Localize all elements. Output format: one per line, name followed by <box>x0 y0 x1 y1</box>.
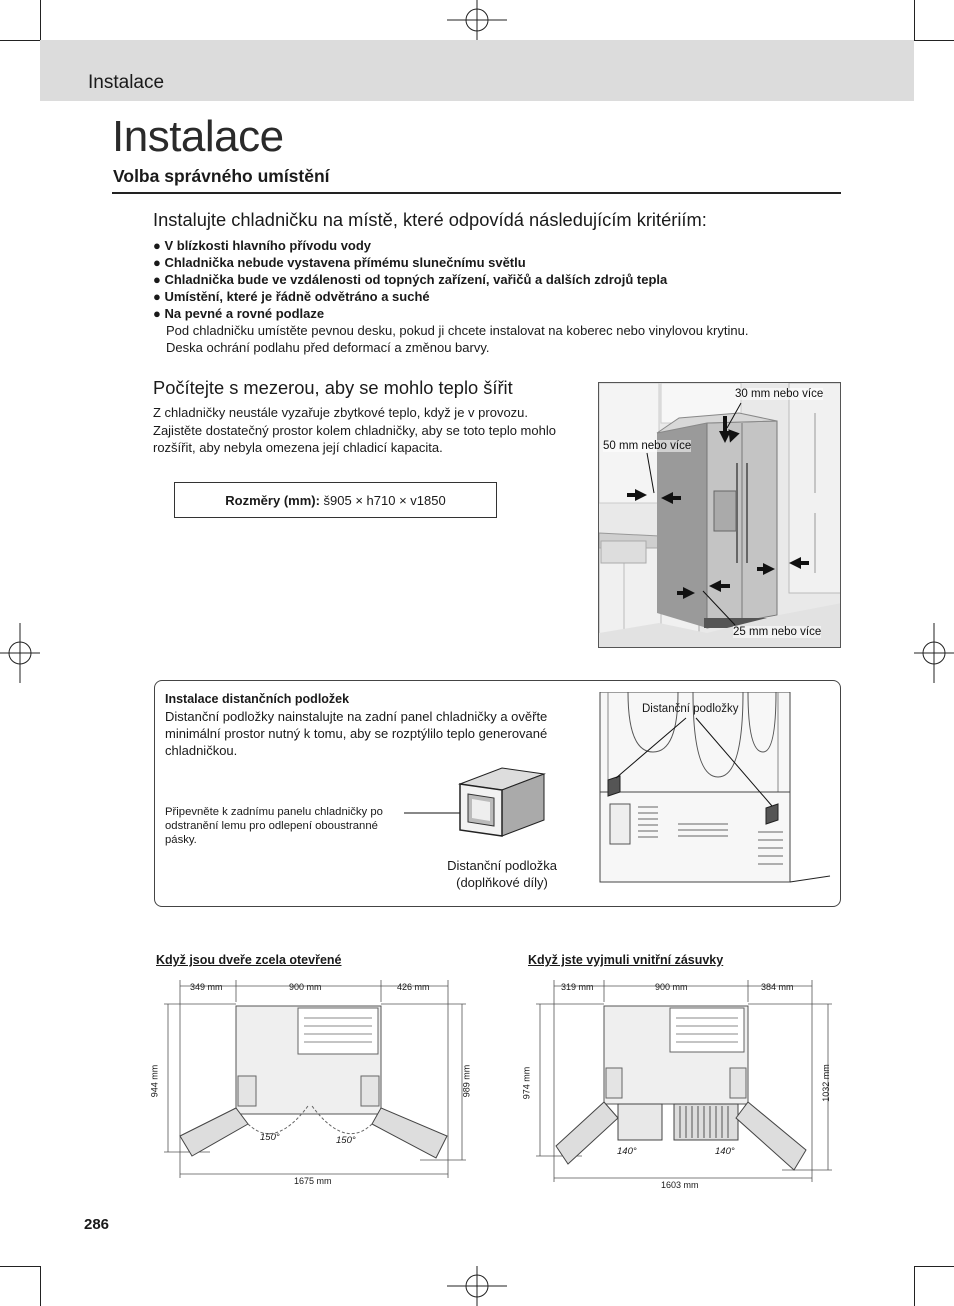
section-heading: Volba správného umístění <box>113 166 330 186</box>
doors-fridge-width: 900 mm <box>289 982 322 992</box>
section-divider <box>112 192 841 194</box>
header-band <box>40 40 914 101</box>
drawers-fridge-width: 900 mm <box>655 982 688 992</box>
installation-photo <box>598 382 841 648</box>
dimensions-value: š905 × h710 × v1850 <box>319 492 446 508</box>
spacer-part-label-line: (doplňkové díly) <box>456 875 548 890</box>
heat-text <box>153 404 563 457</box>
clearance-label-top: 30 mm nebo více <box>735 388 824 400</box>
doors-right-clearance: 426 mm <box>397 982 430 992</box>
doors-angle-left: 150° <box>260 1132 280 1143</box>
dimensions-box <box>174 482 497 518</box>
page-number: 286 <box>84 1216 110 1233</box>
drawers-left-clearance: 319 mm <box>561 982 594 992</box>
drawers-removed-diagram <box>522 978 852 1190</box>
drawers-right-clearance: 384 mm <box>761 982 794 992</box>
doors-angle-right: 150° <box>336 1135 356 1146</box>
kitchen-illustration <box>599 383 841 648</box>
fridge-back-illustration <box>598 692 840 906</box>
drawers-angle-left: 140° <box>617 1146 637 1157</box>
criteria-heading: Instalujte chladničku na místě, které odpovídá následujícím kritériím: <box>153 209 707 230</box>
list-item: ● Na pevné a rovné podlaze <box>153 306 325 321</box>
criteria-note-line: Pod chladničku umístěte pevnou desku, pokud ji chcete instalovat na koberec nebo vinylovou krytinu. <box>166 323 749 338</box>
doors-left-clearance: 349 mm <box>190 982 223 992</box>
criteria-list <box>153 237 748 356</box>
doors-depth-right: 989 mm <box>461 1064 472 1098</box>
criteria-note-line: Deska ochrání podlahu před deformací a změnou barvy. <box>166 340 490 355</box>
spacer-attach-note: Připevněte k zadnímu panelu chladničky po odstranění lemu pro odlepení oboustranné pásky. <box>165 806 383 846</box>
doors-open-diagram <box>150 978 480 1188</box>
drawers-removed-title: Když jste vyjmuli vnitřní zásuvky <box>528 953 724 967</box>
spacer-part-label-line: Distanční podložka <box>447 858 557 873</box>
doors-open-title: Když jsou dveře zcela otevřené <box>156 953 342 967</box>
drawers-total-width: 1603 mm <box>661 1180 699 1190</box>
drawers-angle-right: 140° <box>715 1146 735 1157</box>
page-title: Instalace <box>112 112 284 161</box>
drawers-depth-left: 974 mm <box>521 1066 532 1100</box>
heat-text-paragraph: Z chladničky neustále vyzařuje zbytkové teplo, když je v provozu. <box>153 405 529 420</box>
doors-depth-left: 944 mm <box>149 1064 160 1098</box>
spacer-part-label <box>432 857 572 891</box>
doors-total-width: 1675 mm <box>294 1176 332 1186</box>
list-item: ● Umístění, které je řádně odvětráno a suché <box>153 289 430 304</box>
spacer-text: Distanční podložky nainstalujte na zadní panel chladničky a ověřte minimální prostor nutný k tomu, aby se rozptýlilo teplo generované chladničkou. <box>165 709 548 758</box>
dimensions-label: Rozměry (mm): <box>225 492 320 508</box>
list-item: ● V blízkosti hlavního přívodu vody <box>153 238 372 253</box>
list-item: ● Chladnička bude ve vzdálenosti od topných zařízení, vařičů a dalších zdrojů tepla <box>153 272 668 287</box>
heat-text-paragraph: Zajistěte dostatečný prostor kolem chladničky, aby se toto teplo mohlo rozšířit, aby nebyla omezena její chladicí kapacita. <box>153 422 556 455</box>
clearance-label-bottom: 25 mm nebo více <box>733 626 822 638</box>
drawers-depth-right: 1032 mm <box>820 1064 831 1102</box>
spacer-title: Instalace distančních podložek <box>165 692 350 706</box>
list-item: ● Chladnička nebude vystavena přímému slunečnímu světlu <box>153 255 526 270</box>
header-section-label: Instalace <box>88 72 165 93</box>
clearance-label-side: 50 mm nebo více <box>603 440 692 452</box>
spacers-diagram-label: Distanční podložky <box>642 703 739 715</box>
heat-heading: Počítejte s mezerou, aby se mohlo teplo šířit <box>153 377 513 398</box>
spacer-part-illustration <box>404 764 554 856</box>
